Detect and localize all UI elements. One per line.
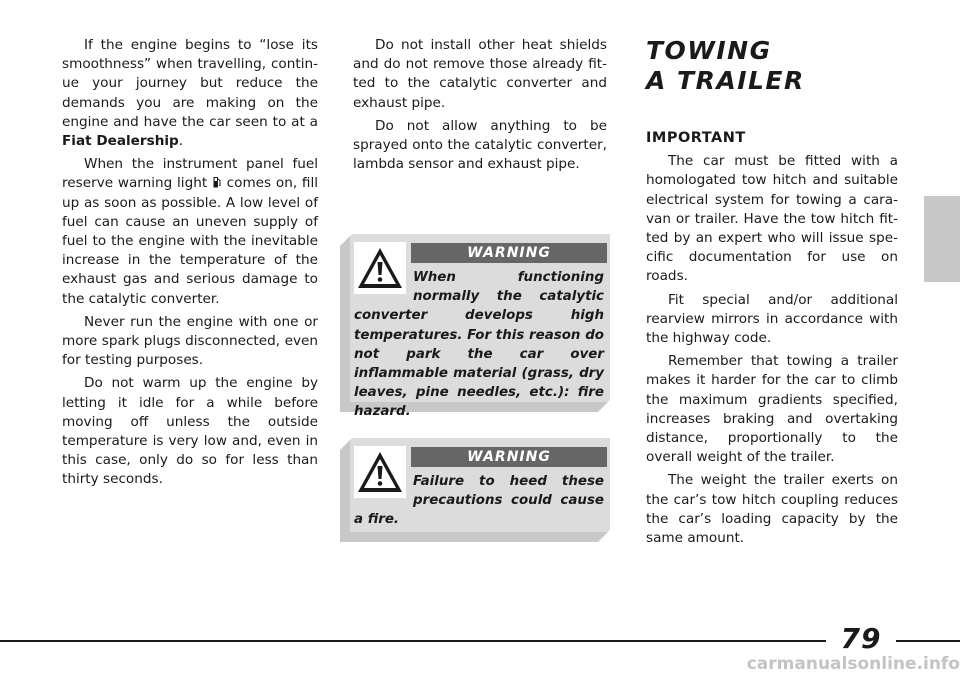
box-corner bbox=[340, 438, 352, 450]
paragraph-gradients: Remember that towing a trailer makes it harder for the car to climb the maximum gradients specified, increases braking and overtaking distance, proportionally to the overall weight of the trailer. bbox=[646, 353, 898, 466]
warning-text bbox=[354, 472, 604, 530]
paragraph-fuel-reserve bbox=[62, 155, 318, 309]
paragraph-heat-shields: Do not install other heat shields and do not remove those already fitted to the catalytic converter and exhaust pipe. bbox=[353, 37, 607, 111]
paragraph-text: When the instrument panel fuel reserve warning light bbox=[62, 156, 318, 192]
footer-rule bbox=[896, 640, 960, 642]
middle-column bbox=[353, 36, 607, 178]
warning-text-content: When functioning normally the catalytic converter develops high temperatures. For this reason do not park the car over inflammable material (grass, dry leaves, pine needles, etc.): fire hazard. bbox=[354, 270, 604, 420]
paragraph-spraying: Do not allow anything to be sprayed onto the catalytic converter, lambda sensor and exhaust pipe. bbox=[353, 117, 607, 173]
warning-text bbox=[354, 268, 604, 422]
fiat-dealership-text: Fiat Dealership bbox=[62, 133, 179, 150]
paragraph-engine-smoothness bbox=[62, 36, 318, 151]
footer-rule bbox=[0, 640, 826, 642]
warning-banner: WARNING bbox=[411, 447, 607, 467]
paragraph-end: . bbox=[178, 133, 184, 150]
section-title bbox=[646, 36, 898, 96]
warning-banner: WARNING bbox=[411, 243, 607, 263]
paragraph-text: If the engine begins to “lose its smoothness” when travelling, continue your journey but reduce the demands you are making on the engine and have the car seen to at a bbox=[62, 37, 318, 130]
title-line: A TRAILER bbox=[646, 66, 805, 95]
paragraph-spark-plugs: Never run the engine with one or more spark plugs disconnected, even for testing purposes. bbox=[62, 313, 318, 369]
box-edge bbox=[340, 234, 350, 402]
warning-box-catalytic bbox=[340, 234, 610, 420]
paragraph-tow-hitch: The car must be fitted with a homologated tow hitch and suitable electrical system for towing a caravan or trailer. Have the tow hitch fitted by an expert who will issue specific documentation for use on roads. bbox=[646, 153, 898, 285]
watermark-text: carmanualsonline.info bbox=[746, 654, 960, 674]
box-edge bbox=[340, 532, 610, 542]
paragraph-warm-up: Do not warm up the engine by letting it idle for a while before moving off unless the outside temperature is very low and, even in this case, only do so for less than thirty seconds. bbox=[62, 375, 318, 488]
right-column bbox=[646, 36, 898, 552]
box-edge bbox=[340, 438, 350, 532]
warning-text-content: Failure to heed these precautions could cause a fire. bbox=[354, 474, 604, 528]
fuel-pump-icon bbox=[213, 176, 221, 188]
thumb-index-tab bbox=[924, 196, 960, 282]
box-corner bbox=[340, 234, 352, 246]
paragraph-trailer-weight: The weight the trailer exerts on the car’s tow hitch coupling reduces the car’s loading capacity by the same amount. bbox=[646, 472, 898, 547]
title-line: TOWING bbox=[646, 36, 772, 65]
subheading-important: IMPORTANT bbox=[646, 130, 746, 146]
box-corner bbox=[598, 530, 610, 542]
paragraph-mirrors: Fit special and/or additional rearview mirrors in accordance with the highway code. bbox=[646, 291, 898, 347]
left-column bbox=[62, 36, 318, 494]
paragraph-text: comes on, fill up as soon as possible. A low level of fuel can cause an uneven supply of fuel to the engine with the inevitable increase in the temperature of the exhaust gas and serious damage to the catalytic converter. bbox=[62, 175, 318, 307]
warning-box-fire bbox=[340, 438, 610, 542]
page-number: 79 bbox=[840, 622, 882, 655]
